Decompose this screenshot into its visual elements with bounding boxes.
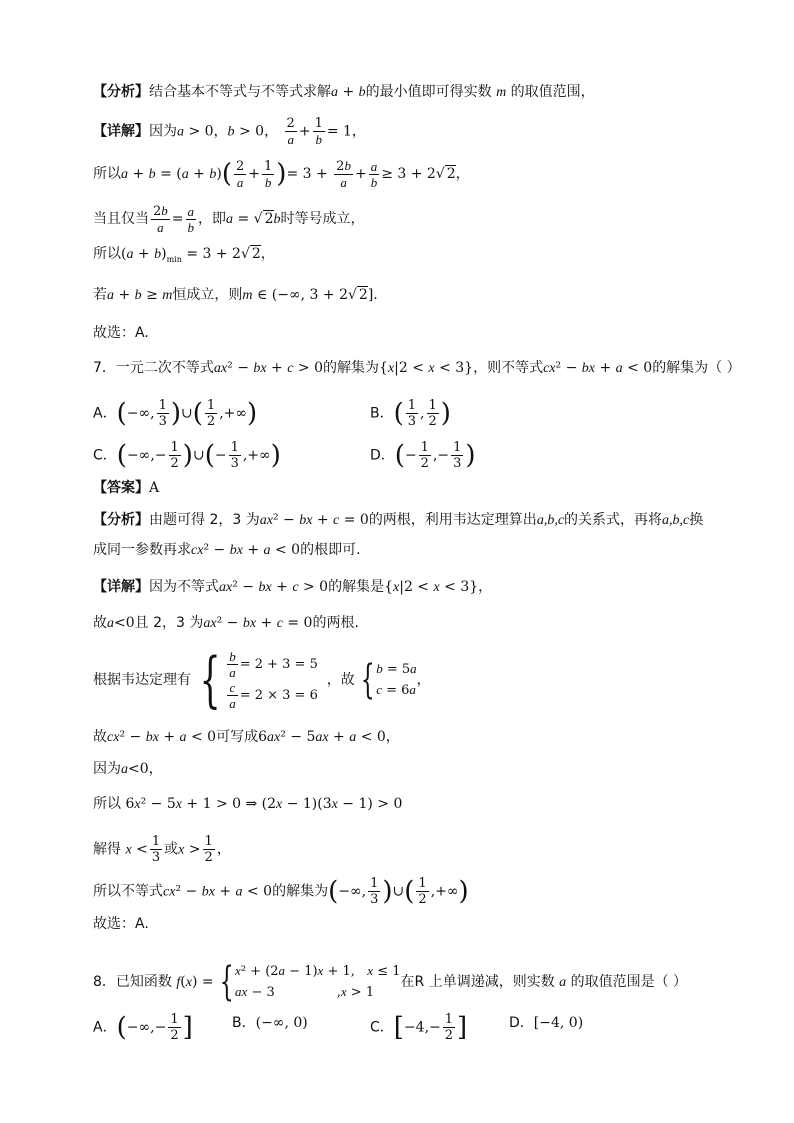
q8-option-c[interactable]: C．[−4,− $\frac{1}{2}$ ] xyxy=(370,1012,468,1043)
q7-analysis-1: 【分析】由题可得 2，3 为ax² − bx + c = 0的两根，利用韦达定理算出a,b,c的关系式，再将a,b,c换 xyxy=(93,512,704,528)
q7-detail-3: 根据韦达定理有 { $\frac{b}{a}$ = 2 + 3 = 5 $\frac{c}{a}$ = 2 × 3 = 6 ，故 { b = 5a c = 6a ， xyxy=(93,645,431,715)
q7-stem: 7．一元二次不等式ax² − bx + c > 0的解集为{x|2 < x < 3}，则不等式cx² − bx + a < 0的解集为（ ） xyxy=(93,360,741,376)
q7-answer: 【答案】A xyxy=(93,480,160,496)
detail-tag: 【详解】 xyxy=(93,123,149,140)
q6-detail-5: 若a + b ≥ m恒成立，则m ∈ (−∞, 3 + 2√ 2]. xyxy=(93,287,378,303)
answer-tag: 【答案】 xyxy=(93,480,149,496)
q8-option-d[interactable]: D．[−4, 0) xyxy=(509,1015,584,1031)
q7-option-b[interactable]: B．( $\frac{1}{3}$ , $\frac{1}{2}$ ) xyxy=(370,398,451,429)
q7-option-a[interactable]: A．(−∞, $\frac{1}{3}$ )∪( $\frac{1}{2}$ ,+∞) xyxy=(93,398,258,429)
q6-choice: 故选：A. xyxy=(93,325,149,341)
q6-detail-4: 所以$(a + b)_{min} = 3 + 2√$ 2， xyxy=(93,246,275,264)
q8-option-a[interactable]: A．(−∞,− $\frac{1}{2}$ ] xyxy=(93,1012,193,1043)
q6-detail-1: 【详解】因为a > 0，b > 0， $\frac{2}{a}$ + $\frac{1}{b}$ = 1， xyxy=(93,116,366,147)
q6-detail-2: 所以a + b = (a + b)( $\frac{2}{a}$ + $\frac{1}{b}$ )= 3 + $\frac{2b}{a}$ + $\frac{a}{b}$ ≥ 3 + 2√ 2， xyxy=(93,158,470,190)
q7-detail-4: 故cx² − bx + a < 0可写成6ax² − 5ax + a < 0， xyxy=(93,729,400,745)
q7-option-d[interactable]: D．(− $\frac{1}{2}$ ,− $\frac{1}{3}$ ) xyxy=(370,440,476,471)
q6-detail-3: 当且仅当 $\frac{2b}{a}$ = $\frac{a}{b}$ ，即a = √ 2b时等号成立， xyxy=(93,203,365,235)
q7-option-c[interactable]: C．(−∞,− $\frac{1}{2}$ )∪(− $\frac{1}{3}$ ,+∞) xyxy=(93,440,281,471)
q7-choice: 故选：A. xyxy=(93,916,149,932)
q7-detail-5: 因为a<0， xyxy=(93,761,163,777)
q7-analysis-2: 成同一参数再求cx² − bx + a < 0的根即可. xyxy=(93,542,361,558)
q7-detail-2: 故a<0且 2，3 为ax² − bx + c = 0的两根. xyxy=(93,615,359,631)
q7-detail-6: 所以 6x² − 5x + 1 > 0 ⇒ (2x − 1)(3x − 1) > 0 xyxy=(93,796,403,812)
q8-stem: 8．已知函数 f(x) = { x² + (2a − 1)x + 1, x ≤ 1 ax − 3 ,x > 1 在R 上单调递减，则实数 a 的取值范围是（ ） xyxy=(93,959,688,1005)
q8-option-b[interactable]: B．(−∞, 0) xyxy=(232,1015,308,1031)
q7-detail-8: 所以不等式cx² − bx + a < 0的解集为(−∞, $\frac{1}{3}$ )∪( $\frac{1}{2}$ ,+∞) xyxy=(93,876,469,907)
q7-detail-7: 解得 x < $\frac{1}{3}$ 或x > $\frac{1}{2}$ ， xyxy=(93,834,231,865)
analysis-tag: 【分析】 xyxy=(93,84,149,100)
q6-analysis: 【分析】结合基本不等式与不等式求解a + b的最小值即可得实数 m 的取值范围， xyxy=(93,84,595,100)
q7-detail-1: 【详解】因为不等式ax² − bx + c > 0的解集是{x|2 < x < 3}， xyxy=(93,579,493,595)
